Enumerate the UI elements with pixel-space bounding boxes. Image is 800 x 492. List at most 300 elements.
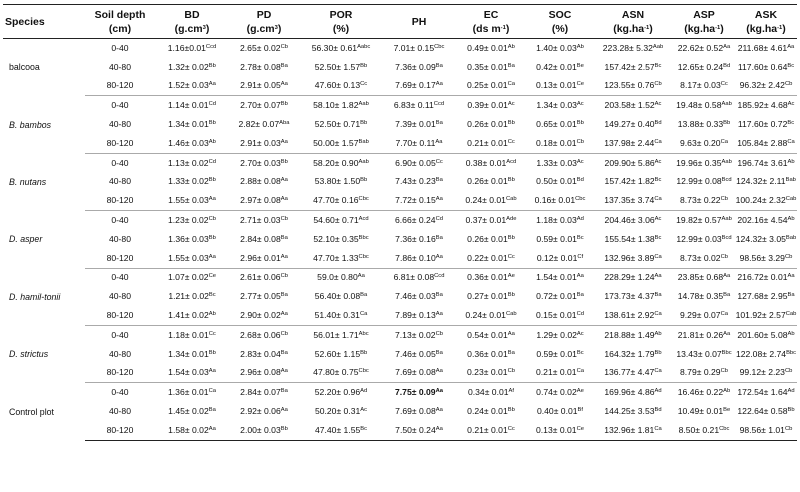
- por-cell: [299, 77, 383, 96]
- ask-significance-letters: Cb: [784, 368, 793, 375]
- asn-cell: [593, 364, 673, 383]
- asn-value: 164.32± 1.79: [604, 348, 655, 359]
- col-header-bd: BD $(g.cm^3)$: [155, 5, 229, 39]
- soc-cell: [527, 96, 593, 115]
- ec-value: 0.27± 0.01: [467, 291, 508, 302]
- soc-value: 0.21± 0.01: [536, 367, 577, 378]
- ec-value: 0.26± 0.01: [467, 176, 508, 187]
- asp-significance-letters: Aab: [721, 158, 732, 165]
- ec-significance-letters: Af: [508, 388, 515, 395]
- species-cell: D. strictus: [9, 349, 49, 360]
- ph-value: 7.72± 0.15: [395, 195, 436, 206]
- pd-value: 2.71± 0.03: [240, 215, 281, 226]
- table-row: [3, 383, 797, 402]
- ask-significance-letters: Ab: [787, 330, 795, 337]
- ask-significance-letters: Bab: [785, 234, 797, 241]
- ph-cell: [383, 287, 455, 306]
- bd-value: 1.58± 0.02: [168, 424, 209, 435]
- ask-cell: [735, 421, 797, 440]
- ec-value: 0.22± 0.01: [467, 252, 508, 263]
- asp-value: 12.65± 0.24: [677, 61, 724, 72]
- ec-cell: [455, 383, 527, 402]
- ph-significance-letters: Ba: [435, 120, 443, 127]
- table-row: [3, 58, 797, 77]
- soil-properties-table: [3, 4, 797, 441]
- ph-significance-letters: Aa: [435, 407, 443, 414]
- asn-cell: [593, 115, 673, 134]
- table-row: [3, 39, 797, 58]
- asp-significance-letters: Be: [723, 407, 731, 414]
- ec-cell: [455, 173, 527, 192]
- ask-value: 117.60± 0.72: [737, 119, 788, 130]
- pd-value: 2.61± 0.06: [240, 272, 281, 283]
- asp-value: 9.63± 0.20: [680, 137, 721, 148]
- bd-value: 1.46± 0.03: [168, 137, 209, 148]
- pd-significance-letters: Aa: [280, 138, 288, 145]
- por-cell: [299, 345, 383, 364]
- soc-cell: [527, 77, 593, 96]
- ph-significance-letters: Aa: [435, 253, 443, 260]
- ec-cell: [455, 230, 527, 249]
- ph-value: 7.43± 0.23: [395, 176, 436, 187]
- table-body: [3, 39, 797, 441]
- asn-significance-letters: Ca: [654, 425, 662, 432]
- por-significance-letters: Cc: [360, 81, 368, 88]
- por-significance-letters: Cbc: [358, 368, 369, 375]
- table-row: [3, 96, 797, 115]
- bd-cell: [155, 325, 229, 344]
- ph-value: 7.75± 0.09: [395, 387, 436, 398]
- asp-value: 12.99± 0.03: [676, 233, 722, 244]
- col-header-soc: SOC (%): [527, 5, 593, 39]
- asp-cell: [673, 383, 735, 402]
- por-value: 47.40± 1.55: [314, 424, 361, 435]
- por-value: 54.60± 0.71: [313, 215, 359, 226]
- bd-cell: [155, 39, 229, 58]
- ec-cell: [455, 364, 527, 383]
- por-significance-letters: Cbc: [358, 253, 369, 260]
- por-value: 50.00± 1.57: [313, 137, 359, 148]
- por-significance-letters: Abc: [358, 330, 369, 337]
- asn-cell: [593, 58, 673, 77]
- por-significance-letters: Aab: [358, 101, 369, 108]
- soc-significance-letters: Ac: [576, 101, 584, 108]
- por-significance-letters: Bc: [360, 425, 368, 432]
- ask-cell: [735, 58, 797, 77]
- ec-significance-letters: Bb: [507, 120, 515, 127]
- por-significance-letters: Aa: [357, 273, 365, 280]
- ask-significance-letters: Bb: [787, 407, 795, 414]
- por-significance-letters: Ba: [360, 292, 368, 299]
- asp-value: 8.50± 0.21: [678, 424, 720, 435]
- pd-significance-letters: Cb: [280, 330, 288, 337]
- ph-value: 6.90± 0.05: [395, 157, 436, 168]
- ec-significance-letters: Cab: [505, 311, 517, 318]
- soc-significance-letters: Be: [576, 62, 584, 69]
- col-header-por: POR (%): [299, 5, 383, 39]
- depth-cell: 40-80: [109, 348, 131, 359]
- pd-cell: [229, 173, 299, 192]
- ec-significance-letters: Bb: [507, 234, 515, 241]
- asn-value: 204.46± 3.06: [604, 215, 655, 226]
- asp-value: 19.82± 0.57: [676, 215, 722, 226]
- asn-value: 136.77± 4.47: [604, 367, 655, 378]
- bd-significance-letters: Cb: [208, 216, 216, 223]
- pd-significance-letters: Bb: [280, 158, 288, 165]
- ask-significance-letters: Ba: [787, 292, 795, 299]
- pd-significance-letters: Aa: [280, 81, 288, 88]
- ec-value: 0.26± 0.01: [467, 233, 508, 244]
- soc-significance-letters: Cd: [576, 311, 584, 318]
- asp-cell: [673, 230, 735, 249]
- ph-value: 7.13± 0.02: [395, 329, 436, 340]
- table-row: [3, 249, 797, 268]
- asp-cell: [673, 96, 735, 115]
- bd-significance-letters: Bb: [208, 234, 216, 241]
- ph-significance-letters: Ba: [435, 292, 443, 299]
- ph-cell: [383, 230, 455, 249]
- ec-cell: [455, 134, 527, 153]
- asp-value: 10.49± 0.01: [677, 406, 724, 417]
- depth-cell: 0-40: [111, 42, 129, 53]
- col-header-species: Species: [3, 5, 85, 39]
- por-cell: [299, 306, 383, 325]
- pd-significance-letters: Cb: [280, 216, 288, 223]
- soc-cell: [527, 115, 593, 134]
- pd-value: 2.97± 0.08: [240, 195, 281, 206]
- por-value: 47.60± 0.13: [314, 80, 361, 91]
- ask-value: 98.56± 1.01: [739, 424, 785, 435]
- asn-value: 228.29± 1.24: [604, 272, 655, 283]
- soc-significance-letters: Ba: [576, 292, 584, 299]
- ec-cell: [455, 421, 527, 440]
- asn-significance-letters: Cb: [654, 81, 662, 88]
- asp-value: 12.99± 0.08: [676, 176, 722, 187]
- ask-value: 98.56± 3.29: [739, 252, 785, 263]
- species-cell: D. hamil-tonii: [9, 291, 61, 302]
- soc-significance-letters: Ab: [576, 43, 584, 50]
- ec-cell: [455, 211, 527, 230]
- asp-significance-letters: Ba: [723, 292, 731, 299]
- bd-cell: [155, 249, 229, 268]
- asp-significance-letters: Bb: [723, 120, 731, 127]
- ph-value: 7.70± 0.11: [395, 137, 436, 148]
- ec-value: 0.38± 0.01: [465, 157, 507, 168]
- ask-value: 196.74± 3.61: [737, 157, 788, 168]
- ask-value: 117.60± 0.64: [737, 61, 788, 72]
- soc-value: 0.42± 0.01: [536, 61, 577, 72]
- pd-cell: [229, 268, 299, 287]
- soc-cell: [527, 364, 593, 383]
- soc-value: 0.59± 0.01: [536, 233, 577, 244]
- asn-value: 157.42± 2.57: [604, 61, 655, 72]
- soc-cell: [527, 345, 593, 364]
- por-value: 52.60± 1.15: [314, 348, 361, 359]
- ph-value: 7.39± 0.01: [395, 119, 436, 130]
- ask-value: 122.08± 2.74: [735, 348, 787, 359]
- ask-significance-letters: Bab: [785, 177, 796, 184]
- bd-value: 1.32± 0.02: [168, 61, 209, 72]
- bd-cell: [155, 402, 229, 421]
- table-row: [3, 287, 797, 306]
- asn-cell: [593, 249, 673, 268]
- asp-cell: [673, 287, 735, 306]
- asn-value: 203.58± 1.52: [604, 100, 655, 111]
- soc-significance-letters: Ac: [576, 158, 584, 165]
- asp-significance-letters: Ca: [720, 138, 728, 145]
- soc-value: 0.18± 0.01: [536, 137, 577, 148]
- pd-cell: [229, 96, 299, 115]
- por-significance-letters: Bb: [360, 349, 368, 356]
- pd-cell: [229, 191, 299, 210]
- por-cell: [299, 191, 383, 210]
- ec-value: 0.49± 0.01: [467, 42, 508, 53]
- bd-value: 1.55± 0.03: [168, 195, 209, 206]
- por-cell: [299, 173, 383, 192]
- pd-cell: [229, 345, 299, 364]
- por-cell: [299, 96, 383, 115]
- soc-significance-letters: Bc: [576, 234, 584, 241]
- bd-significance-letters: Aa: [208, 425, 216, 432]
- ask-value: 101.92± 2.57: [735, 310, 786, 321]
- bd-value: 1.33± 0.02: [168, 176, 209, 187]
- bd-value: 1.54± 0.03: [168, 367, 209, 378]
- pd-value: 2.96± 0.01: [240, 252, 281, 263]
- asp-value: 13.88± 0.33: [677, 119, 724, 130]
- soc-cell: [527, 191, 593, 210]
- ask-cell: [735, 211, 797, 230]
- ask-significance-letters: Cab: [785, 196, 797, 203]
- pd-cell: [229, 421, 299, 440]
- asn-value: 157.42± 1.82: [604, 176, 655, 187]
- soc-cell: [527, 268, 593, 287]
- bd-value: 1.36± 0.03: [168, 233, 209, 244]
- ask-cell: [735, 115, 797, 134]
- asn-significance-letters: Aab: [652, 43, 664, 50]
- por-significance-letters: Bbc: [358, 234, 369, 241]
- pd-significance-letters: Bb: [280, 101, 288, 108]
- ask-value: 124.32± 3.05: [735, 233, 786, 244]
- table-row: [3, 173, 797, 192]
- ec-significance-letters: Bb: [507, 177, 515, 184]
- asp-value: 8.73± 0.22: [680, 195, 721, 206]
- asp-significance-letters: Aa: [723, 273, 731, 280]
- ph-significance-letters: Aa: [435, 311, 443, 318]
- asp-significance-letters: Bbc: [721, 349, 732, 356]
- asp-cell: [673, 306, 735, 325]
- ph-value: 7.86± 0.10: [395, 252, 436, 263]
- soc-cell: [527, 383, 593, 402]
- asn-value: 123.55± 0.76: [604, 80, 655, 91]
- por-value: 56.40± 0.08: [314, 291, 361, 302]
- ec-significance-letters: Ae: [507, 273, 515, 280]
- por-cell: [299, 134, 383, 153]
- ph-significance-letters: Aa: [435, 388, 443, 395]
- asp-significance-letters: Cb: [720, 196, 728, 203]
- asp-significance-letters: Cb: [720, 253, 728, 260]
- soc-value: 0.15± 0.01: [536, 310, 577, 321]
- table-row: [3, 402, 797, 421]
- por-value: 47.80± 0.75: [313, 367, 359, 378]
- ph-value: 7.69± 0.17: [395, 80, 436, 91]
- ask-value: 201.60± 5.08: [737, 329, 788, 340]
- ph-cell: [383, 173, 455, 192]
- pd-cell: [229, 134, 299, 153]
- pd-value: 2.83± 0.04: [240, 348, 281, 359]
- table-row: [3, 325, 797, 344]
- asp-cell: [673, 211, 735, 230]
- ask-value: 216.72± 0.01: [737, 272, 788, 283]
- bd-significance-letters: Cc: [208, 330, 216, 337]
- pd-value: 2.00± 0.03: [240, 424, 281, 435]
- bd-significance-letters: Aa: [208, 81, 216, 88]
- asp-cell: [673, 325, 735, 344]
- por-significance-letters: Ad: [360, 388, 368, 395]
- soc-significance-letters: Ce: [576, 425, 584, 432]
- asp-cell: [673, 421, 735, 440]
- por-significance-letters: Cbc: [358, 196, 369, 203]
- soc-cell: [527, 306, 593, 325]
- bd-value: 1.55± 0.03: [168, 252, 209, 263]
- depth-cell: 0-40: [111, 157, 129, 168]
- depth-cell: 0-40: [111, 272, 129, 283]
- bd-cell: [155, 191, 229, 210]
- asn-cell: [593, 287, 673, 306]
- ask-cell: [735, 325, 797, 344]
- asp-cell: [673, 153, 735, 172]
- ec-significance-letters: Ba: [507, 62, 515, 69]
- asn-value: 209.90± 5.86: [604, 157, 655, 168]
- asp-significance-letters: Cbc: [719, 425, 730, 432]
- ask-cell: [735, 153, 797, 172]
- depth-cell: 40-80: [109, 291, 131, 302]
- bd-significance-letters: Bb: [208, 120, 216, 127]
- pd-value: 2.88± 0.08: [240, 176, 281, 187]
- ph-cell: [383, 39, 455, 58]
- ec-value: 0.24± 0.01: [465, 310, 506, 321]
- species-cell: Control plot: [9, 406, 54, 417]
- bd-significance-letters: Aa: [208, 368, 216, 375]
- soc-value: 0.13± 0.01: [536, 424, 577, 435]
- pd-value: 2.84± 0.07: [240, 387, 281, 398]
- table-row: [3, 345, 797, 364]
- table-row: [3, 421, 797, 440]
- ask-significance-letters: Cab: [785, 311, 797, 318]
- asp-significance-letters: Cb: [720, 368, 728, 375]
- asn-value: 132.96± 1.81: [604, 424, 655, 435]
- pd-significance-letters: Ba: [280, 349, 288, 356]
- pd-cell: [229, 383, 299, 402]
- ph-cell: [383, 115, 455, 134]
- ec-cell: [455, 58, 527, 77]
- depth-cell: 80-120: [85, 306, 155, 325]
- table-row: [3, 115, 797, 134]
- asn-value: 137.35± 3.74: [604, 195, 655, 206]
- ask-cell: [735, 306, 797, 325]
- asp-value: 16.46± 0.22: [677, 387, 724, 398]
- asn-value: 173.73± 4.37: [604, 291, 655, 302]
- pd-cell: [229, 115, 299, 134]
- por-cell: [299, 383, 383, 402]
- bd-value: 1.41± 0.02: [168, 310, 209, 321]
- bd-value: 1.18± 0.01: [168, 329, 209, 340]
- pd-value: 2.90± 0.02: [240, 310, 281, 321]
- asp-value: 22.62± 0.52: [677, 42, 724, 53]
- ask-cell: [735, 230, 797, 249]
- ask-significance-letters: Aa: [787, 273, 795, 280]
- por-value: 52.50± 1.57: [314, 61, 361, 72]
- soc-cell: [527, 211, 593, 230]
- pd-cell: [229, 402, 299, 421]
- ask-cell: [735, 77, 797, 96]
- asp-cell: [673, 58, 735, 77]
- ec-value: 0.21± 0.01: [467, 137, 508, 148]
- asn-significance-letters: Ad: [654, 388, 662, 395]
- bd-significance-letters: Ce: [208, 273, 216, 280]
- por-cell: [299, 153, 383, 172]
- asp-cell: [673, 115, 735, 134]
- ph-cell: [383, 96, 455, 115]
- bd-value: 1.13± 0.02: [168, 157, 209, 168]
- pd-significance-letters: Aa: [280, 407, 288, 414]
- ec-cell: [455, 402, 527, 421]
- ask-cell: [735, 249, 797, 268]
- soc-value: 1.40± 0.03: [536, 42, 577, 53]
- asp-significance-letters: Bcd: [721, 177, 732, 184]
- ph-cell: [383, 364, 455, 383]
- pd-cell: [229, 249, 299, 268]
- por-cell: [299, 421, 383, 440]
- ec-value: 0.24± 0.01: [465, 195, 506, 206]
- asp-value: 19.48± 0.58: [676, 100, 722, 111]
- asp-cell: [673, 268, 735, 287]
- por-cell: [299, 287, 383, 306]
- soil-properties-table-container: [3, 4, 797, 441]
- ec-cell: [455, 287, 527, 306]
- soc-significance-letters: Bb: [576, 120, 584, 127]
- asn-significance-letters: Bb: [654, 349, 662, 356]
- asn-significance-letters: Ba: [654, 292, 662, 299]
- ask-significance-letters: Cb: [784, 425, 793, 432]
- bd-value: 1.16±0.01: [167, 42, 206, 53]
- pd-significance-letters: Aa: [280, 177, 288, 184]
- por-cell: [299, 58, 383, 77]
- pd-cell: [229, 211, 299, 230]
- bd-significance-letters: Aa: [208, 253, 216, 260]
- ask-value: 122.64± 0.58: [737, 406, 788, 417]
- por-value: 47.70± 0.16: [313, 195, 359, 206]
- ph-cell: [383, 249, 455, 268]
- bd-cell: [155, 77, 229, 96]
- asn-significance-letters: Bc: [654, 62, 662, 69]
- soc-value: 0.40± 0.01: [536, 406, 578, 417]
- ask-significance-letters: Cb: [784, 81, 793, 88]
- soc-value: 0.50± 0.01: [536, 176, 577, 187]
- ec-significance-letters: Ac: [507, 101, 515, 108]
- asp-value: 13.43± 0.07: [676, 348, 722, 359]
- bd-cell: [155, 58, 229, 77]
- soc-value: 0.72± 0.01: [536, 291, 577, 302]
- por-cell: [299, 268, 383, 287]
- pd-significance-letters: Ba: [280, 388, 288, 395]
- ask-value: 172.54± 1.64: [737, 387, 788, 398]
- ask-significance-letters: Ab: [787, 216, 795, 223]
- ask-significance-letters: Cb: [784, 253, 793, 260]
- ph-significance-letters: Ba: [435, 177, 443, 184]
- pd-value: 2.70± 0.07: [240, 100, 281, 111]
- asn-cell: [593, 421, 673, 440]
- pd-value: 2.91± 0.03: [240, 137, 281, 148]
